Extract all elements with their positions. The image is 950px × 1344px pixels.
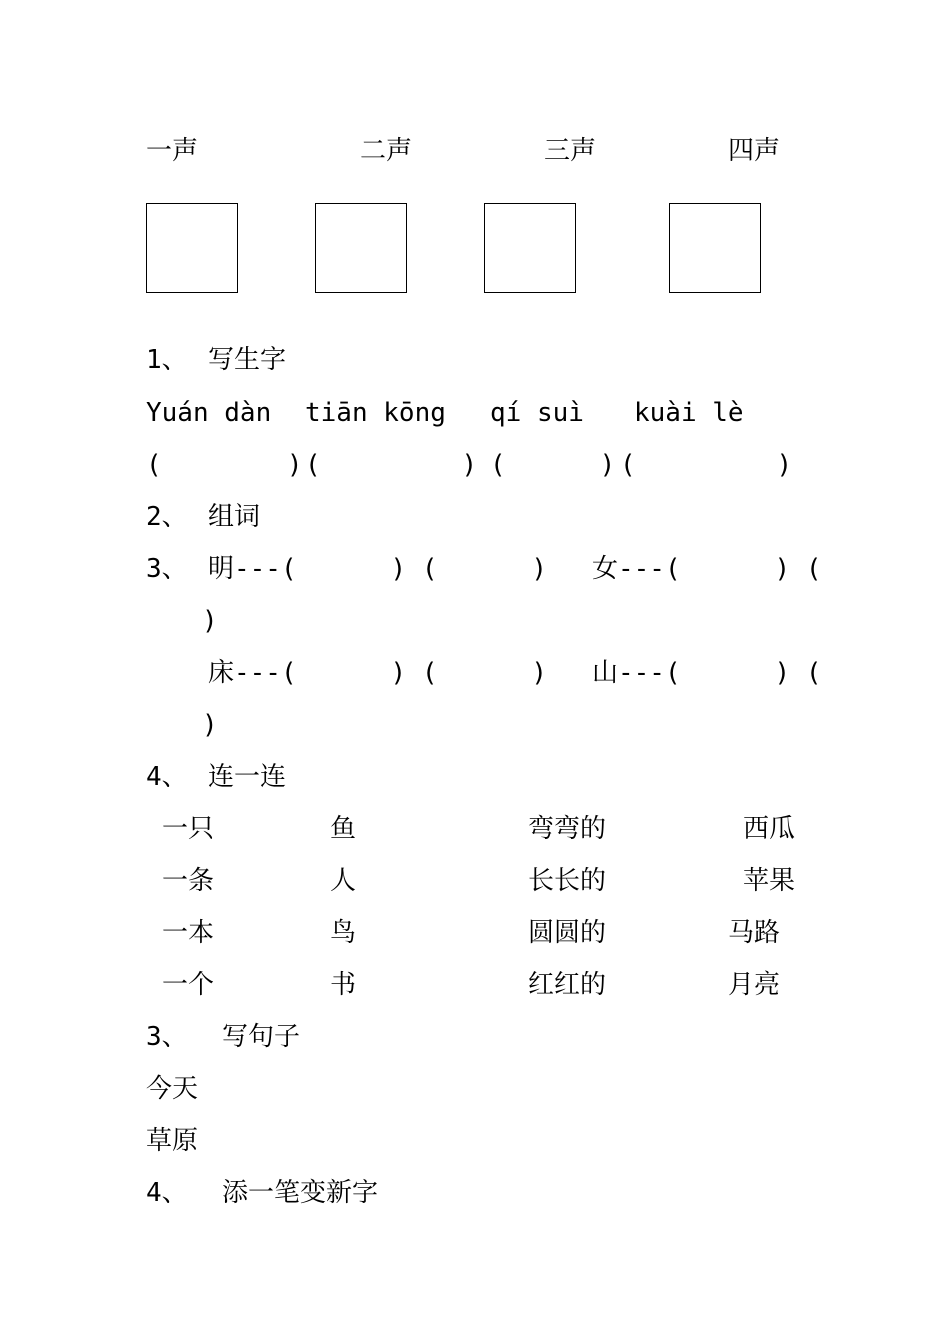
tone-box-second[interactable] xyxy=(315,203,407,293)
tone-label-fourth: 四声 xyxy=(728,136,781,166)
match-object-1[interactable]: 西瓜 xyxy=(743,814,796,844)
section4-title: 连一连 xyxy=(208,762,287,792)
match-measure-2[interactable]: 一条 xyxy=(162,866,215,896)
section1-number: 1、 xyxy=(146,345,188,375)
match-adjective-4[interactable]: 红红的 xyxy=(528,970,607,1000)
word-row-2-right[interactable]: 山---( ) ( xyxy=(592,658,822,688)
match-noun-2[interactable]: 人 xyxy=(330,866,357,896)
section5-title: 写句子 xyxy=(222,1022,301,1052)
word-row-1-left[interactable]: 明---( ) ( ) xyxy=(208,554,548,584)
pinyin-3: qí suì xyxy=(490,398,584,428)
tone-label-third: 三声 xyxy=(544,136,597,166)
section1-title: 写生字 xyxy=(208,345,287,375)
section2-number: 2、 xyxy=(146,502,188,532)
answer-bracket-4[interactable]: ( ) xyxy=(620,450,793,480)
match-measure-1[interactable]: 一只 xyxy=(162,814,215,844)
tone-box-third[interactable] xyxy=(484,203,576,293)
match-object-4[interactable]: 月亮 xyxy=(728,970,781,1000)
match-measure-4[interactable]: 一个 xyxy=(162,970,215,1000)
match-noun-4[interactable]: 书 xyxy=(330,970,357,1000)
word-row-2-wrap: ) xyxy=(202,710,218,740)
match-adjective-2[interactable]: 长长的 xyxy=(528,866,607,896)
answer-bracket-1[interactable]: ( ) xyxy=(146,450,303,480)
word-row-1-right[interactable]: 女---( ) ( xyxy=(592,554,822,584)
pinyin-2: tiān kōng xyxy=(305,398,446,428)
sentence-prompt-1: 今天 xyxy=(146,1074,199,1104)
match-noun-3[interactable]: 鸟 xyxy=(330,918,357,948)
section5-number: 3、 xyxy=(146,1022,188,1052)
match-adjective-3[interactable]: 圆圆的 xyxy=(528,918,607,948)
match-object-2[interactable]: 苹果 xyxy=(743,866,796,896)
tone-box-fourth[interactable] xyxy=(669,203,761,293)
answer-bracket-2[interactable]: ( ) xyxy=(305,450,478,480)
section6-number: 4、 xyxy=(146,1178,188,1208)
answer-bracket-3[interactable]: ( ) xyxy=(490,450,616,480)
section3-number: 3、 xyxy=(146,554,188,584)
match-measure-3[interactable]: 一本 xyxy=(162,918,215,948)
tone-label-second: 二声 xyxy=(360,136,413,166)
match-noun-1[interactable]: 鱼 xyxy=(330,814,357,844)
match-object-3[interactable]: 马路 xyxy=(728,918,781,948)
sentence-prompt-2: 草原 xyxy=(146,1126,199,1156)
section2-title: 组词 xyxy=(208,502,261,532)
word-row-2-left[interactable]: 床---( ) ( ) xyxy=(208,658,548,688)
section4-number: 4、 xyxy=(146,762,188,792)
word-row-1-wrap: ) xyxy=(202,606,218,636)
pinyin-1: Yuán dàn xyxy=(146,398,272,428)
pinyin-4: kuài lè xyxy=(634,398,744,428)
section6-title: 添一笔变新字 xyxy=(222,1178,379,1208)
tone-box-first[interactable] xyxy=(146,203,238,293)
tone-label-first: 一声 xyxy=(146,136,199,166)
match-adjective-1[interactable]: 弯弯的 xyxy=(528,814,607,844)
